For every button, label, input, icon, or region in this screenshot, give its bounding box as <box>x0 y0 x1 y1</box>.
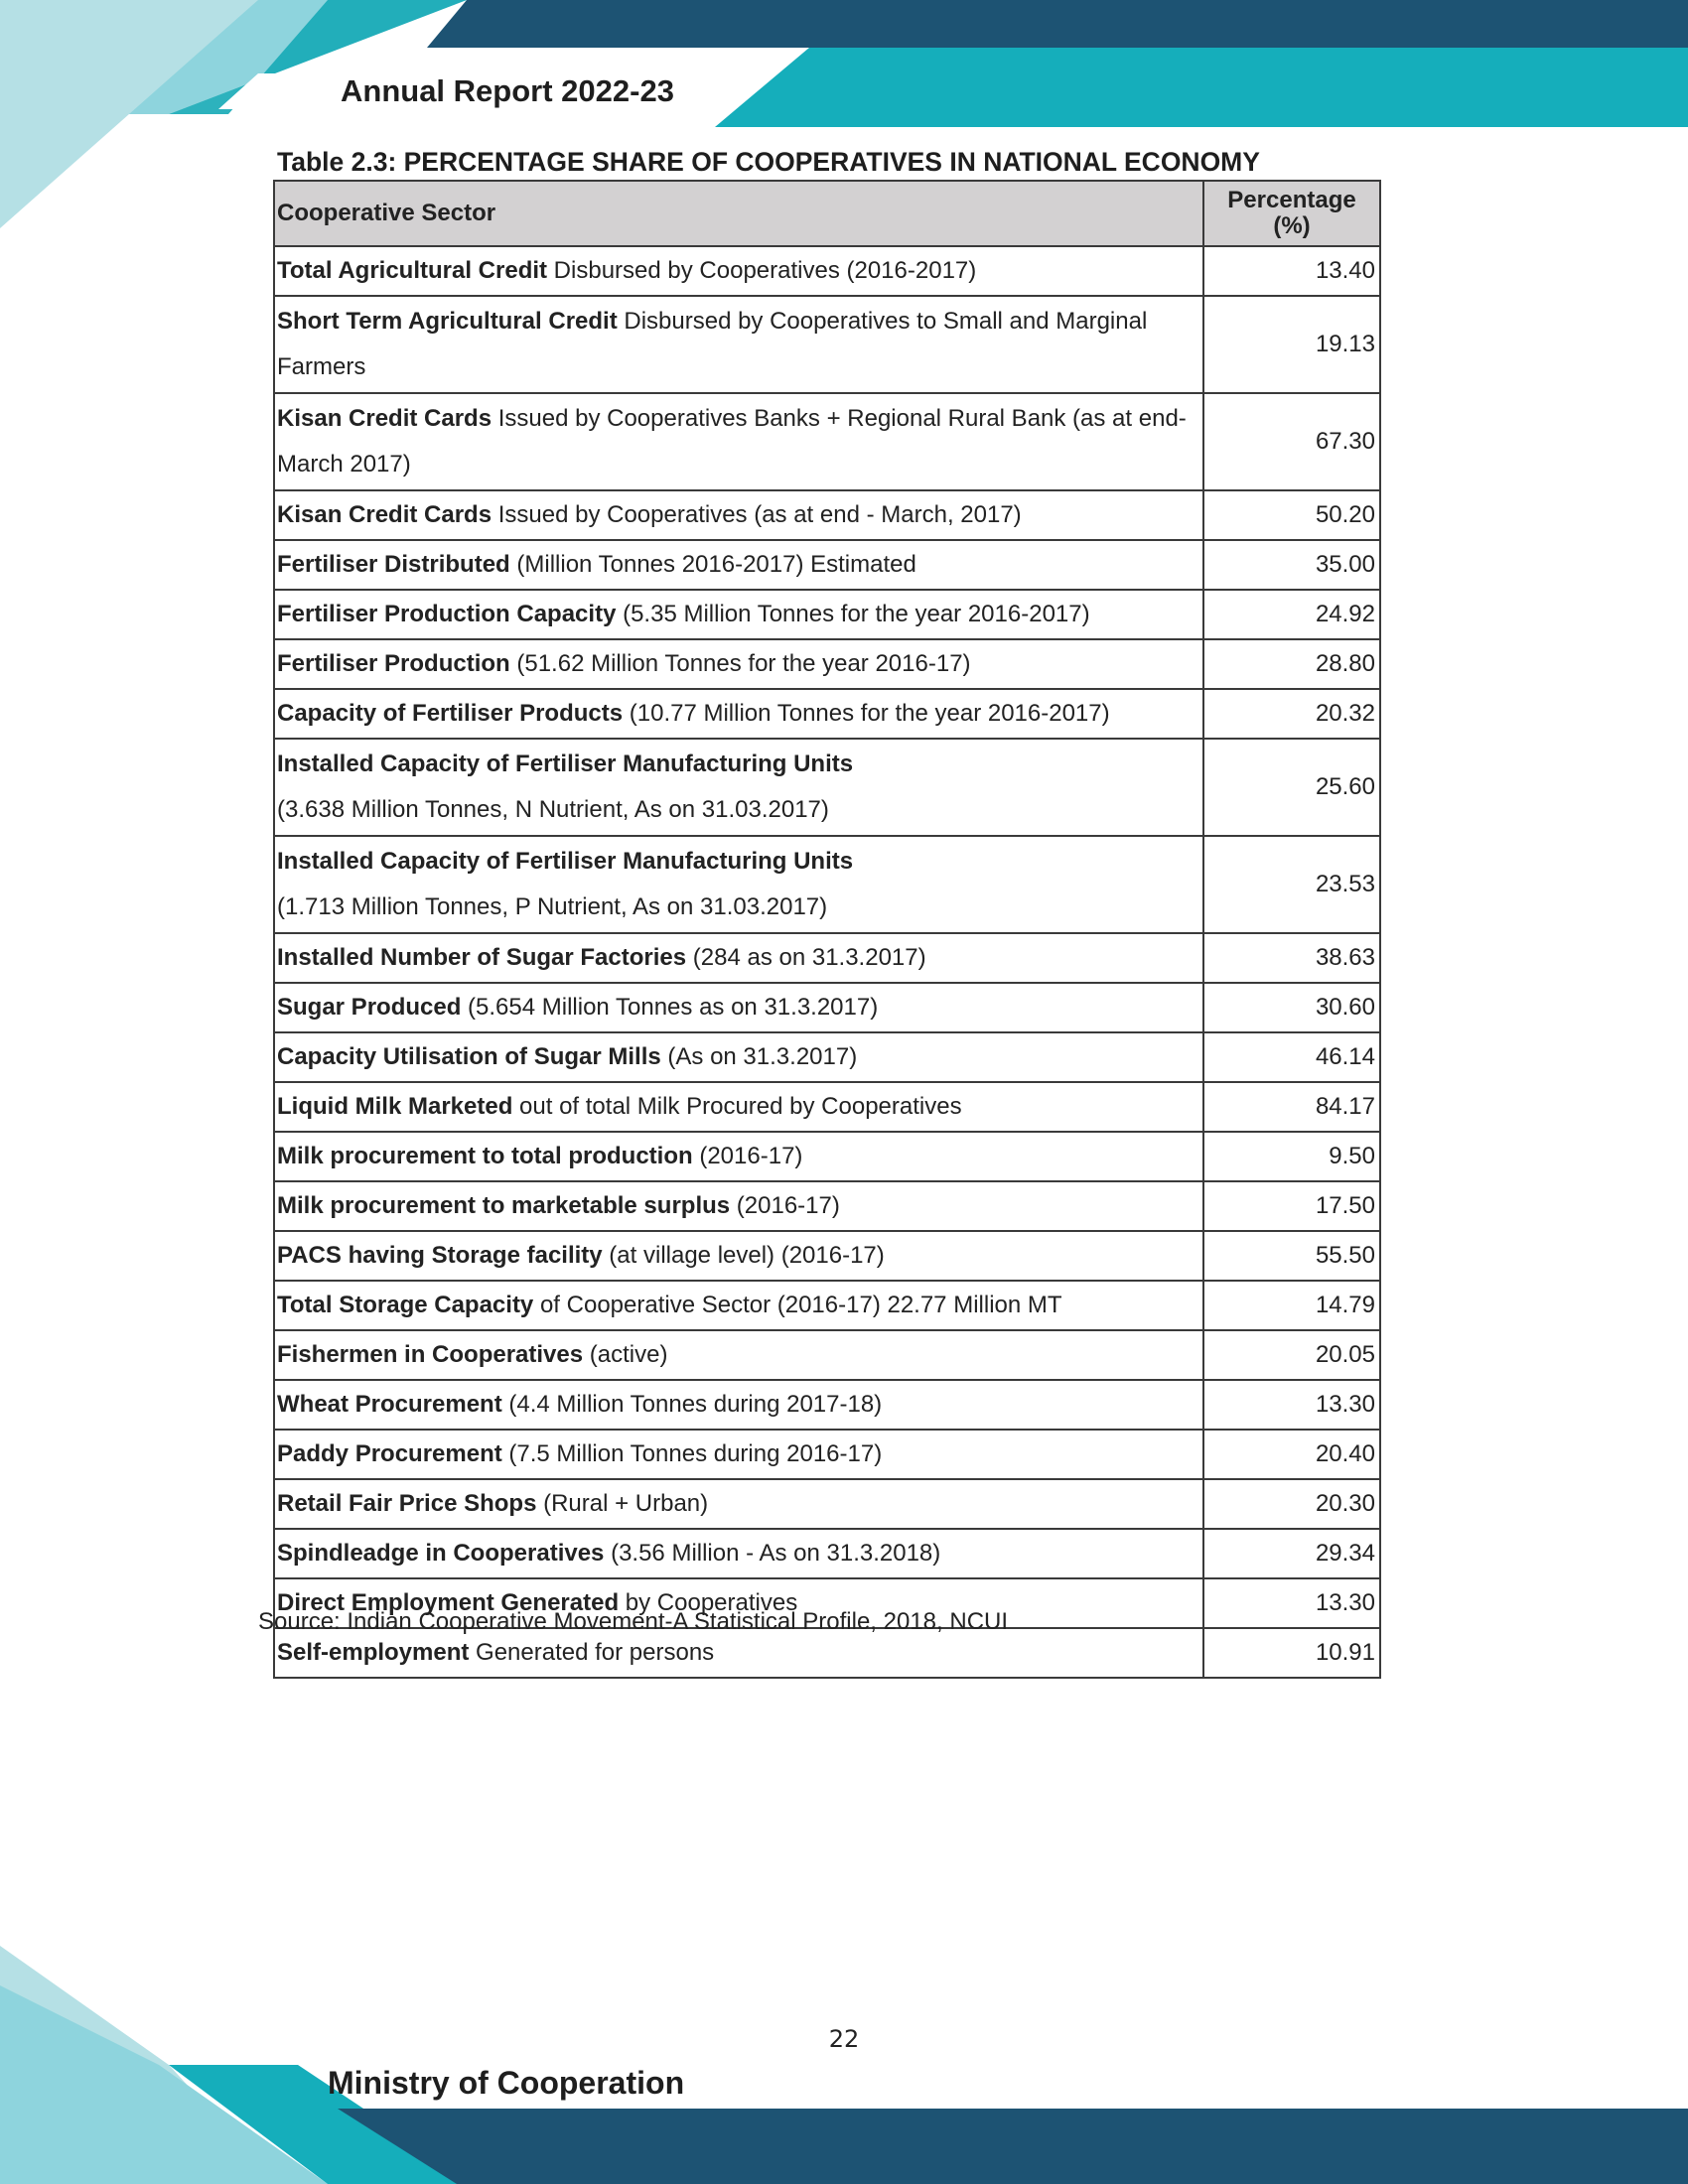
sector-cell <box>274 933 1203 983</box>
sector-bold-label: Retail Fair Price Shops <box>277 1489 537 1517</box>
sector-cell <box>274 639 1203 689</box>
percentage-cell: 28.80 <box>1203 639 1380 689</box>
table-row <box>274 393 1380 490</box>
percentage-cell: 19.13 <box>1203 296 1380 393</box>
sector-cell <box>274 296 1203 393</box>
sector-cell <box>274 393 1203 490</box>
sector-bold-label: Total Agricultural Credit <box>277 256 548 284</box>
table-row <box>274 590 1380 639</box>
sector-description: (5.35 Million Tonnes for the year 2016-2017) <box>616 600 1090 627</box>
header-title: Annual Report 2022-23 <box>341 73 674 108</box>
sector-bold-label: Milk procurement to marketable surplus <box>277 1191 731 1219</box>
sector-cell <box>274 490 1203 540</box>
sector-bold-label: Short Term Agricultural Credit <box>277 308 618 335</box>
footer-title: Ministry of Cooperation <box>328 2065 685 2101</box>
sector-cell <box>274 540 1203 590</box>
sector-description: Issued by Cooperatives Banks + Regional Rural Bank (as at end- March 2017) <box>277 405 1194 478</box>
sector-description: (As on 31.3.2017) <box>660 1042 858 1070</box>
sector-description: (at village level) (2016-17) <box>602 1241 885 1269</box>
sector-description: (1.713 Million Tonnes, P Nutrient, As on 31.03.2017) <box>277 893 828 920</box>
sector-bold-label: Capacity of Fertiliser Products <box>277 699 624 727</box>
percentage-cell: 13.30 <box>1203 1380 1380 1430</box>
sector-cell <box>274 1529 1203 1578</box>
sector-cell <box>274 1032 1203 1082</box>
sector-description: (4.4 Million Tonnes during 2017-18) <box>501 1390 883 1418</box>
sector-bold-label: Fertiliser Production <box>277 649 510 677</box>
sector-bold-label: Fertiliser Production Capacity <box>277 600 617 627</box>
table-row <box>274 246 1380 296</box>
sector-description: Disbursed by Cooperatives (2016-2017) <box>547 256 977 284</box>
table-row <box>274 1430 1380 1479</box>
sector-cell <box>274 590 1203 639</box>
sector-cell <box>274 1479 1203 1529</box>
percentage-cell: 20.32 <box>1203 689 1380 739</box>
table-row <box>274 540 1380 590</box>
sector-description: (284 as on 31.3.2017) <box>686 943 926 971</box>
sector-cell <box>274 836 1203 933</box>
percentage-cell: 35.00 <box>1203 540 1380 590</box>
table-row <box>274 1082 1380 1132</box>
cooperatives-table <box>273 180 1381 1679</box>
percentage-cell: 20.30 <box>1203 1479 1380 1529</box>
percentage-cell: 13.30 <box>1203 1578 1380 1628</box>
header-band-teal <box>715 48 1688 127</box>
sector-cell <box>274 739 1203 836</box>
sector-description: (Rural + Urban) <box>536 1489 709 1517</box>
column-header-sector: Cooperative Sector <box>274 181 1203 246</box>
table-row <box>274 490 1380 540</box>
table-row <box>274 836 1380 933</box>
sector-cell <box>274 689 1203 739</box>
table-row <box>274 739 1380 836</box>
sector-description: out of total Milk Procured by Cooperatives <box>512 1092 962 1120</box>
sector-bold-label: PACS having Storage facility <box>277 1241 603 1269</box>
table-header-row <box>274 181 1380 246</box>
percentage-cell: 17.50 <box>1203 1181 1380 1231</box>
sector-description: (10.77 Million Tonnes for the year 2016-2017) <box>623 699 1110 727</box>
sector-bold-label: Capacity Utilisation of Sugar Mills <box>277 1042 661 1070</box>
percentage-cell: 10.91 <box>1203 1628 1380 1678</box>
source-note: Source: Indian Cooperative Movement-A Statistical Profile, 2018, NCUI <box>258 1608 1009 1635</box>
sector-bold-label: Liquid Milk Marketed <box>277 1092 513 1120</box>
percentage-cell: 24.92 <box>1203 590 1380 639</box>
sector-description: (7.5 Million Tonnes during 2016-17) <box>501 1439 883 1467</box>
sector-description: Disbursed by Cooperatives to Small and Marginal Farmers <box>277 308 1154 380</box>
percentage-header-unit: (%) <box>1273 212 1311 239</box>
column-header-percentage <box>1203 181 1380 246</box>
table-row <box>274 983 1380 1032</box>
sector-description: Generated for persons <box>469 1638 715 1666</box>
percentage-cell: 46.14 <box>1203 1032 1380 1082</box>
percentage-cell: 25.60 <box>1203 739 1380 836</box>
sector-cell <box>274 1380 1203 1430</box>
sector-cell <box>274 1231 1203 1281</box>
sector-bold-label: Total Storage Capacity <box>277 1291 534 1318</box>
sector-description: of Cooperative Sector (2016-17) 22.77 Million MT <box>533 1291 1062 1318</box>
sector-description: by Cooperatives <box>619 1588 798 1616</box>
footer-band-dark <box>338 2109 1688 2184</box>
sector-bold-label: Milk procurement to total production <box>277 1142 693 1169</box>
sector-description: (2016-17) <box>730 1191 840 1219</box>
sector-description: (5.654 Million Tonnes as on 31.3.2017) <box>461 993 879 1021</box>
header-band-dark <box>427 0 1688 48</box>
percentage-cell: 20.40 <box>1203 1430 1380 1479</box>
table-row <box>274 689 1380 739</box>
percentage-cell: 9.50 <box>1203 1132 1380 1181</box>
table-row <box>274 639 1380 689</box>
table-row <box>274 1529 1380 1578</box>
sector-cell <box>274 1181 1203 1231</box>
sector-description: (2016-17) <box>692 1142 803 1169</box>
sector-cell <box>274 1430 1203 1479</box>
sector-bold-label: Self-employment <box>277 1638 470 1666</box>
table-row <box>274 1132 1380 1181</box>
sector-bold-label: Direct Employment Generated <box>277 1588 620 1616</box>
table-body <box>274 246 1380 1678</box>
percentage-cell: 67.30 <box>1203 393 1380 490</box>
page-number: 22 <box>828 2025 860 2053</box>
sector-cell <box>274 246 1203 296</box>
percentage-cell: 23.53 <box>1203 836 1380 933</box>
percentage-cell: 30.60 <box>1203 983 1380 1032</box>
sector-bold-label: Fishermen in Cooperatives <box>277 1340 584 1368</box>
sector-cell <box>274 1132 1203 1181</box>
table-row <box>274 1032 1380 1082</box>
table-row <box>274 1330 1380 1380</box>
percentage-cell: 29.34 <box>1203 1529 1380 1578</box>
sector-bold-label: Installed Number of Sugar Factories <box>277 943 687 971</box>
sector-description: (3.638 Million Tonnes, N Nutrient, As on 31.03.2017) <box>277 796 829 823</box>
sector-cell <box>274 983 1203 1032</box>
sector-description: (3.56 Million - As on 31.3.2018) <box>604 1539 941 1567</box>
table-row <box>274 1479 1380 1529</box>
sector-bold-label: Installed Capacity of Fertiliser Manufacturing Units <box>277 751 854 777</box>
percentage-cell: 20.05 <box>1203 1330 1380 1380</box>
sector-bold-label: Sugar Produced <box>277 993 462 1021</box>
percentage-cell: 14.79 <box>1203 1281 1380 1330</box>
sector-cell <box>274 1082 1203 1132</box>
table-caption: Table 2.3: PERCENTAGE SHARE OF COOPERATIVES IN NATIONAL ECONOMY <box>277 147 1260 177</box>
sector-bold-label: Fertiliser Distributed <box>277 550 510 578</box>
percentage-cell: 50.20 <box>1203 490 1380 540</box>
table-row <box>274 1231 1380 1281</box>
percentage-cell: 13.40 <box>1203 246 1380 296</box>
percentage-cell: 55.50 <box>1203 1231 1380 1281</box>
table-row <box>274 1181 1380 1231</box>
sector-description: (Million Tonnes 2016-2017) Estimated <box>509 550 916 578</box>
sector-bold-label: Kisan Credit Cards <box>277 500 492 528</box>
table-row <box>274 1380 1380 1430</box>
percentage-header-label: Percentage <box>1227 187 1356 213</box>
sector-bold-label: Wheat Procurement <box>277 1390 502 1418</box>
sector-description: Issued by Cooperatives (as at end - March, 2017) <box>492 500 1022 528</box>
sector-description: (active) <box>583 1340 668 1368</box>
sector-bold-label: Installed Capacity of Fertiliser Manufacturing Units <box>277 848 854 875</box>
percentage-cell: 38.63 <box>1203 933 1380 983</box>
sector-bold-label: Kisan Credit Cards <box>277 405 492 432</box>
table-row <box>274 933 1380 983</box>
table-row <box>274 296 1380 393</box>
table-row <box>274 1281 1380 1330</box>
sector-cell <box>274 1330 1203 1380</box>
sector-cell <box>274 1281 1203 1330</box>
sector-description: (51.62 Million Tonnes for the year 2016-17) <box>509 649 971 677</box>
percentage-cell: 84.17 <box>1203 1082 1380 1132</box>
sector-bold-label: Spindleadge in Cooperatives <box>277 1539 605 1567</box>
sector-bold-label: Paddy Procurement <box>277 1439 502 1467</box>
